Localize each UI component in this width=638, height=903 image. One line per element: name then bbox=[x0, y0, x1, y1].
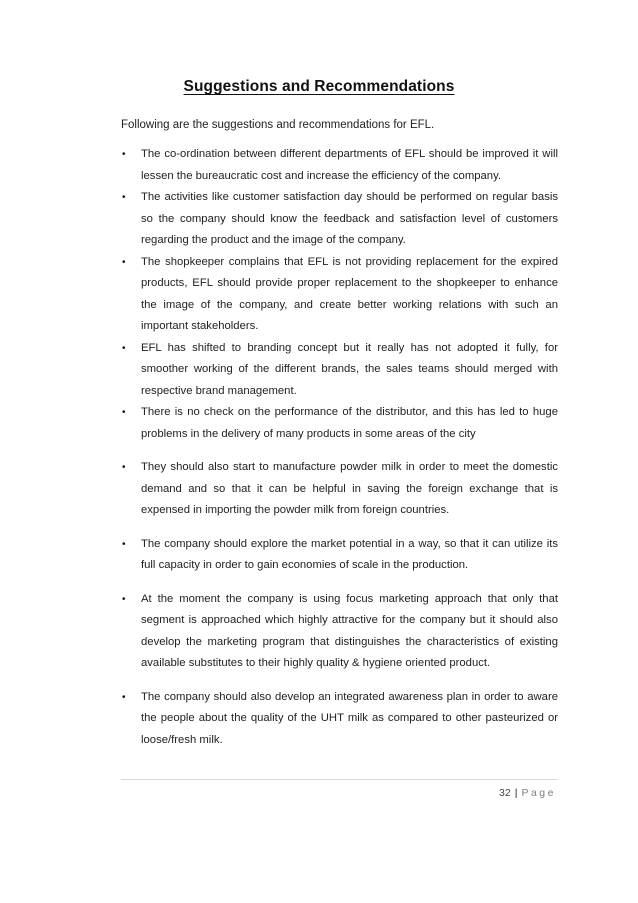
bullet-icon: • bbox=[122, 462, 126, 473]
page-footer bbox=[499, 787, 556, 799]
list-item-text: EFL has shifted to branding concept but it really has not adopted it fully, for smoother working of the different brands, the sales teams should merged with respective brand management. bbox=[141, 341, 558, 397]
bullet-icon: • bbox=[122, 691, 126, 703]
list-item-text: The shopkeeper complains that EFL is not providing replacement for the expired products, EFL should provide proper replacement to the shopkeeper to enhance the image of the company, and create better working relations with such an important stakeholders. bbox=[141, 255, 558, 332]
bullet-icon: • bbox=[122, 149, 126, 160]
footer-divider bbox=[121, 779, 558, 780]
bullet-icon: • bbox=[122, 407, 126, 418]
list-item bbox=[121, 144, 558, 187]
list-item-text: The activities like customer satisfaction day should be performed on regular basis so the company should know the feedback and satisfaction level of customers regarding the product and the image of the company. bbox=[141, 191, 558, 246]
list-item-text: The company should explore the market potential in a way, so that it can utilize its full capacity in order to gain economies of scale in the production. bbox=[141, 537, 558, 571]
list-item bbox=[121, 338, 558, 403]
list-item bbox=[121, 252, 558, 338]
recommendations-list bbox=[121, 144, 558, 751]
list-item bbox=[121, 534, 558, 577]
bullet-icon: • bbox=[122, 593, 126, 605]
intro-paragraph: Following are the suggestions and recommendations for EFL. bbox=[121, 119, 435, 131]
list-item bbox=[121, 457, 558, 522]
page-number: 32 bbox=[499, 787, 511, 799]
list-item bbox=[121, 589, 558, 675]
bullet-icon: • bbox=[122, 256, 126, 268]
list-item bbox=[121, 402, 558, 445]
footer-separator: | bbox=[514, 787, 518, 799]
page-title: Suggestions and Recommendations bbox=[183, 78, 455, 95]
list-item-text: They should also start to manufacture powder milk in order to meet the domestic demand and so that it can be helpful in saving the foreign exchange that is expensed in importing the powder milk from foreign countries. bbox=[141, 461, 558, 516]
list-item-text: The co-ordination between different departments of EFL should be improved it will lessen the bureaucratic cost and increase the efficiency of the company. bbox=[141, 148, 558, 182]
list-item bbox=[121, 187, 558, 252]
page-label: Page bbox=[521, 787, 556, 799]
list-item bbox=[121, 687, 558, 752]
list-item-text: There is no check on the performance of the distributor, and this has led to huge problems in the delivery of many products in some areas of the city bbox=[141, 406, 558, 440]
bullet-icon: • bbox=[122, 342, 126, 354]
bullet-icon: • bbox=[122, 538, 126, 550]
list-item-text: The company should also develop an integrated awareness plan in order to aware the people about the quality of the UHT milk as compared to other pasteurized or loose/fresh milk. bbox=[141, 690, 558, 746]
list-item-text: At the moment the company is using focus marketing approach that only that segment is approached which highly attractive for the company but it should also develop the marketing program that distinguishes the characteristics of existing available substitutes to their highly quality & hygiene oriented product. bbox=[141, 592, 558, 669]
bullet-icon: • bbox=[122, 192, 126, 203]
